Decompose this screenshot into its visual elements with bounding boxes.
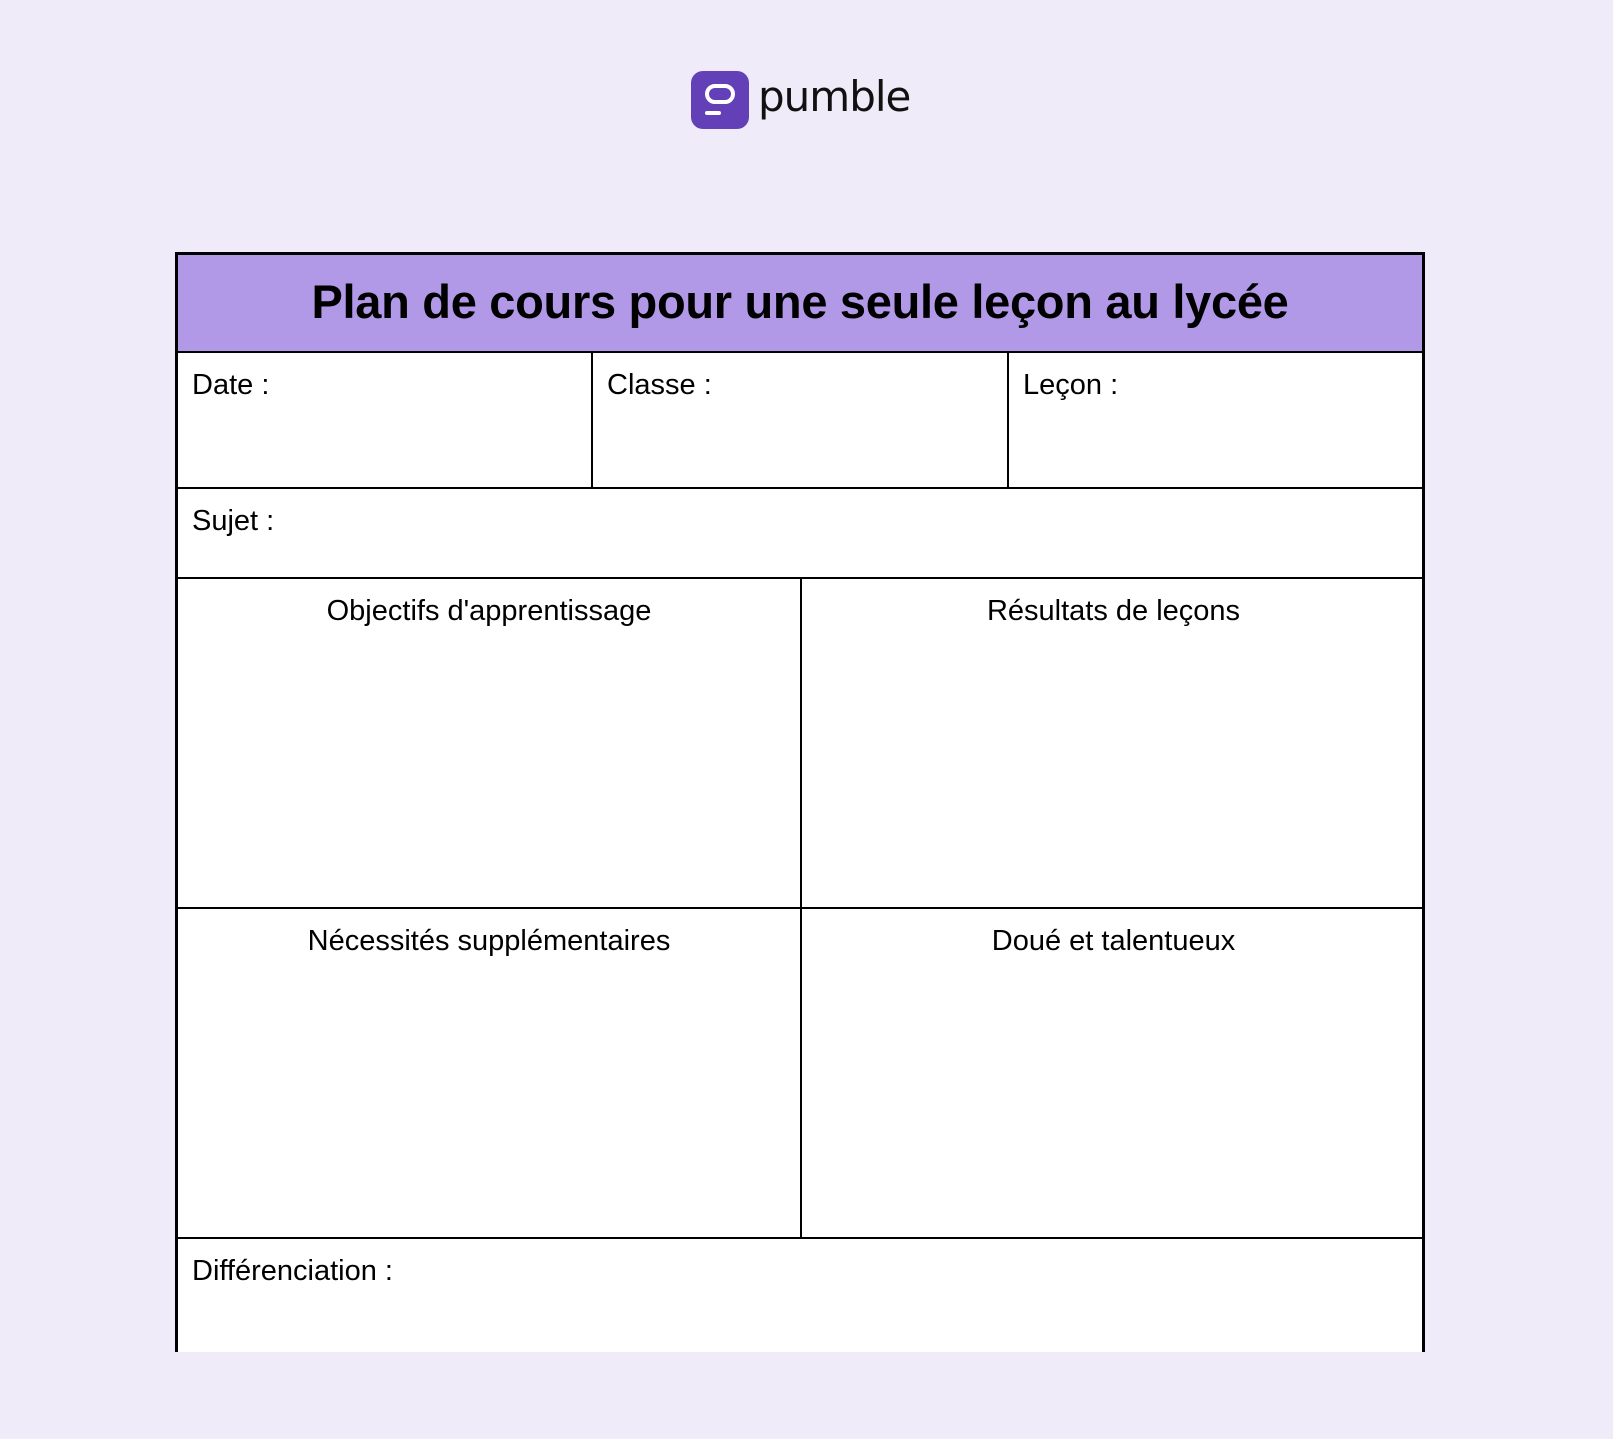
subject-cell[interactable] [178,489,1425,579]
date-cell[interactable] [178,353,593,489]
lesson-plan-document [175,252,1425,1352]
gifted-cell[interactable] [802,909,1425,1239]
additional-needs-cell[interactable] [178,909,802,1239]
document-header [178,255,1422,353]
outcomes-label: Résultats de leçons [986,595,1241,627]
objectives-cell[interactable] [178,579,802,909]
subject-label: Sujet : [192,505,275,537]
class-cell[interactable] [593,353,1009,489]
document-title: Plan de cours pour une seule leçon au lycée [311,274,1289,328]
additional-needs-label: Nécessités supplémentaires [307,925,671,957]
outcomes-cell[interactable] [802,579,1425,909]
objectives-label: Objectifs d'apprentissage [326,595,652,627]
chat-bubble-shape [705,84,735,104]
lesson-label: Leçon : [1023,369,1119,401]
pumble-logo-icon [691,71,749,129]
differentiation-cell[interactable] [178,1239,1425,1439]
gifted-label: Doué et talentueux [991,925,1236,957]
chat-bar-shape [705,111,721,115]
brand-logo [691,71,910,129]
differentiation-label: Différenciation : [192,1255,393,1287]
lesson-cell[interactable] [1009,353,1425,489]
date-label: Date : [192,369,270,401]
class-label: Classe : [607,369,712,401]
brand-wordmark: pumble [758,72,911,121]
